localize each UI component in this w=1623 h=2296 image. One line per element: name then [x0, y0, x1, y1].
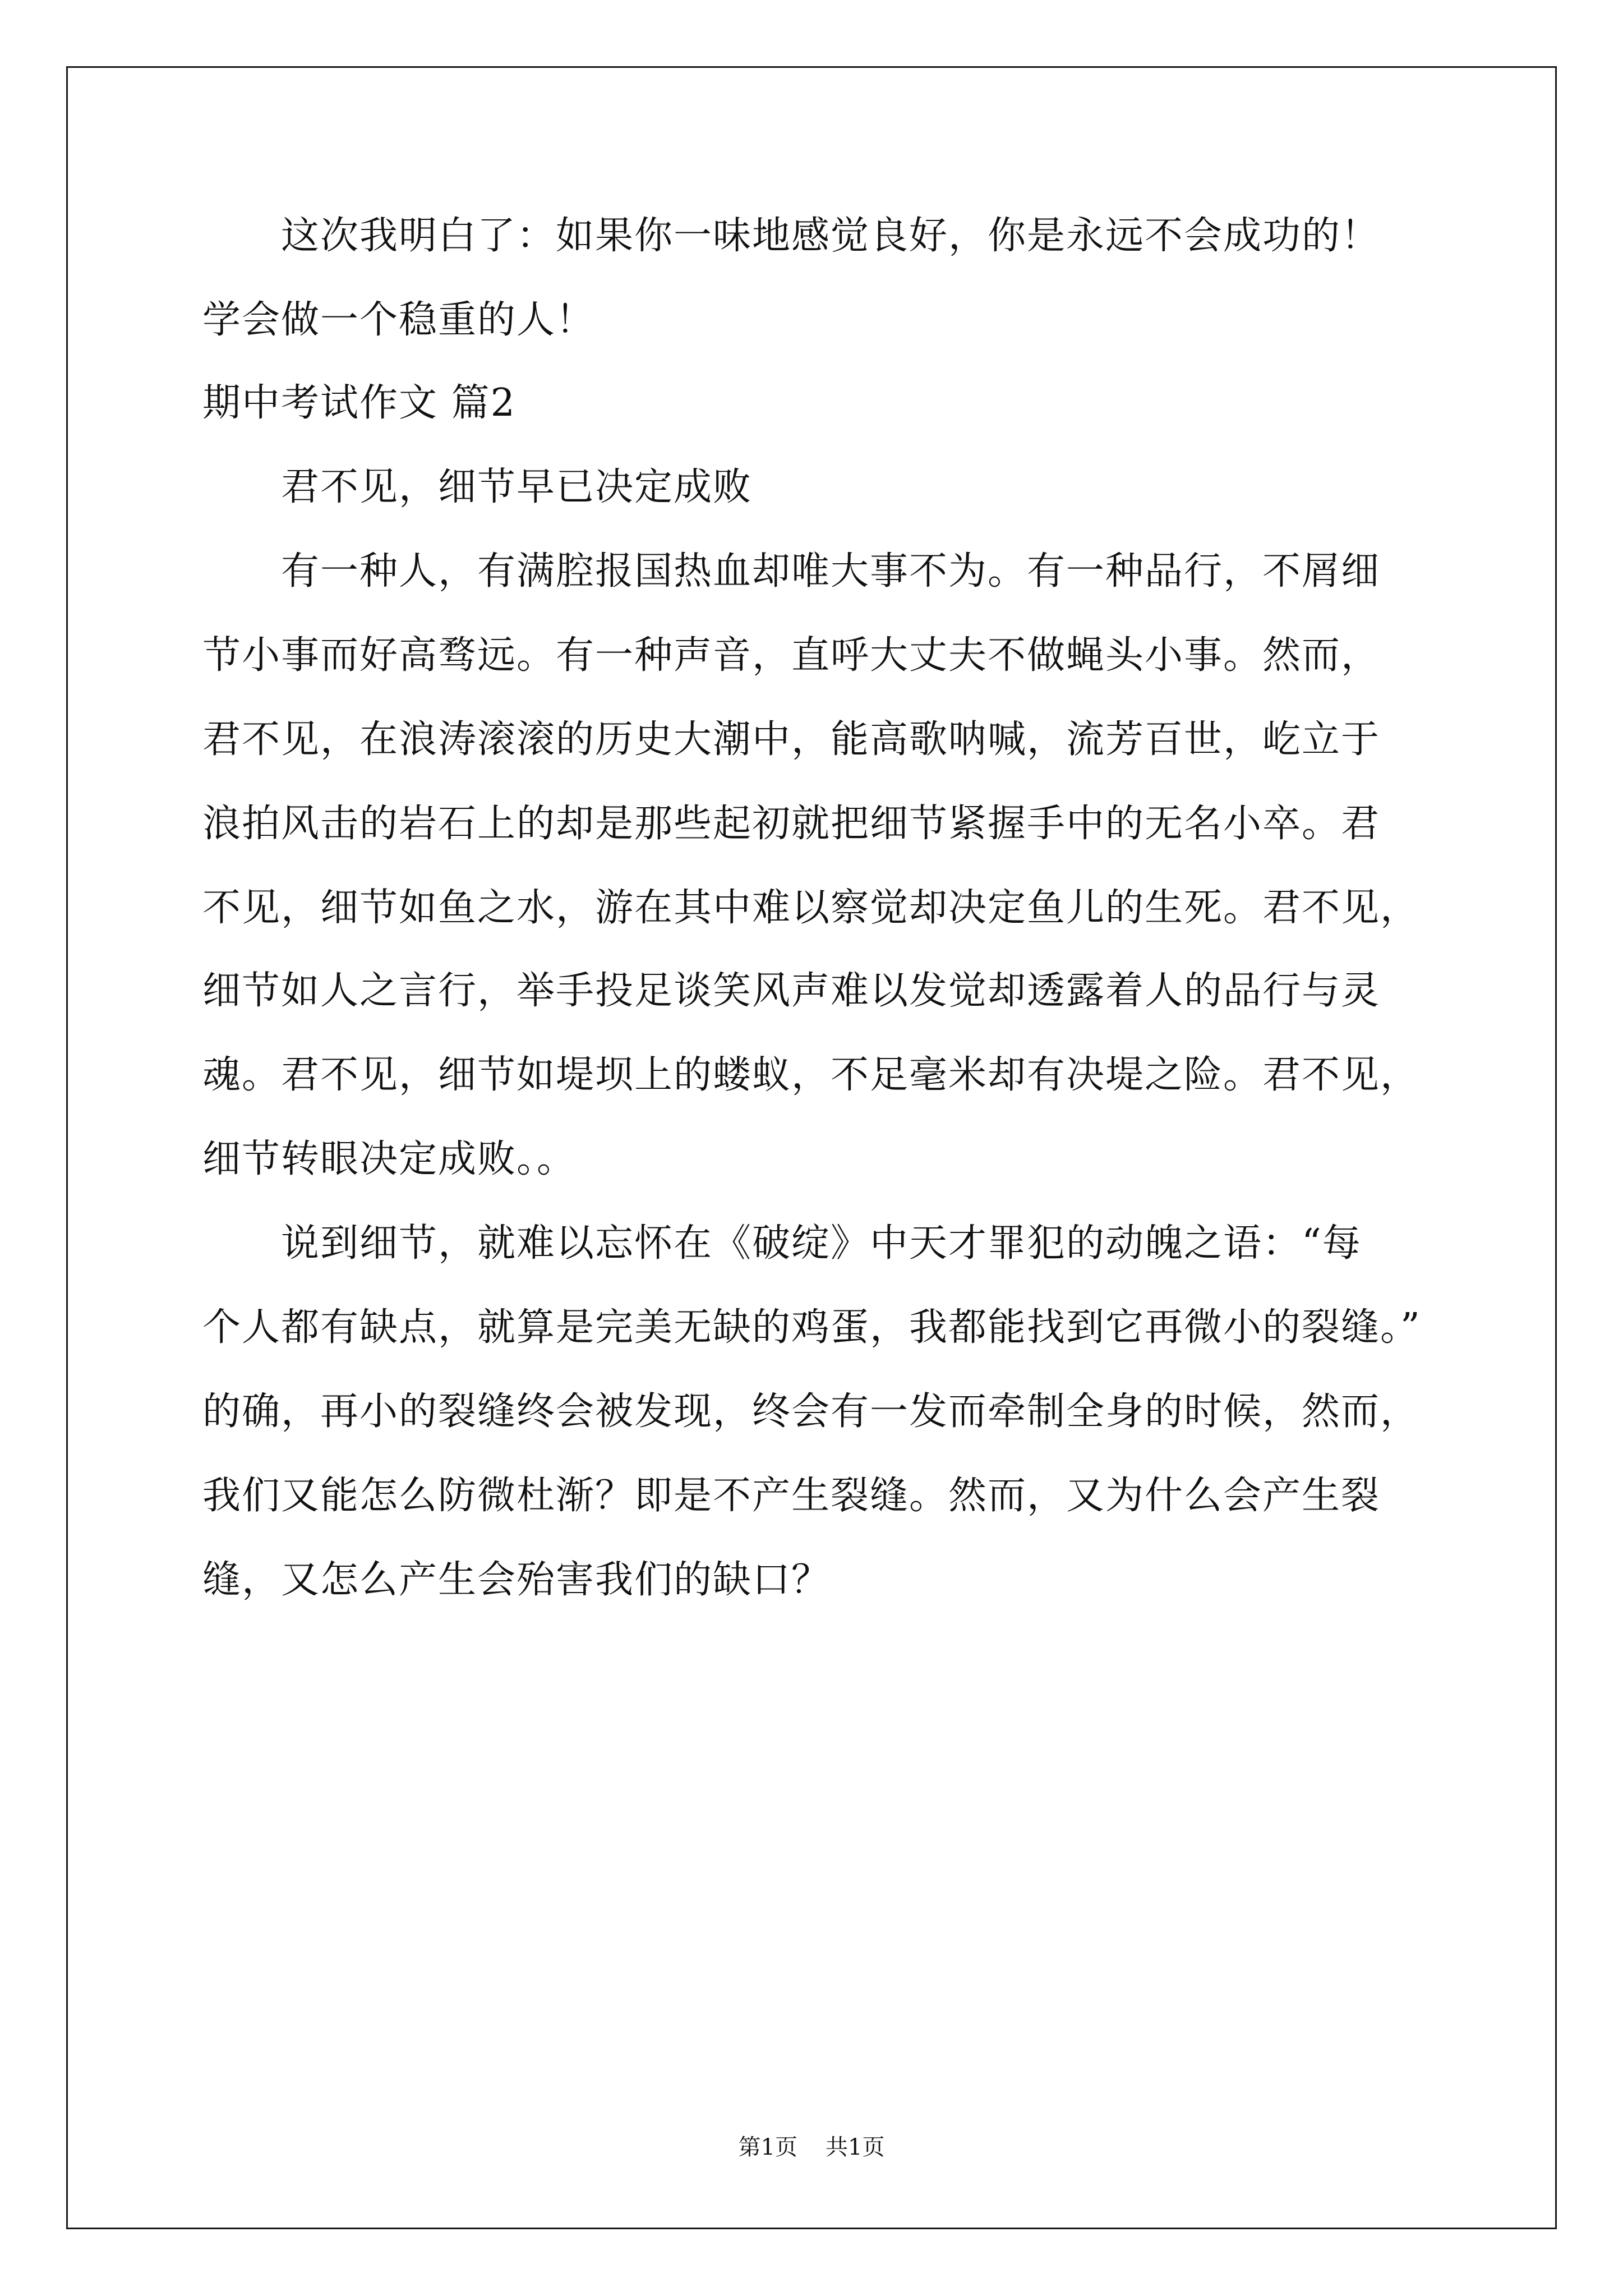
paragraph-line: 有一种人，有满腔报国热血却唯大事不为。有一种品行，不屑细 [202, 549, 1381, 593]
paragraph-line: 细节转眼决定成败。。 [202, 1137, 577, 1181]
paragraph-line: 学会做一个稳重的人！ [202, 298, 596, 342]
paragraph-line: 缝，又怎么产生会殆害我们的缺口？ [202, 1558, 831, 1602]
paragraph-line: 不见，细节如鱼之水，游在其中难以察觉却决定鱼儿的生死。君不见， [202, 886, 1420, 930]
paragraph-line: 个人都有缺点，就算是完美无缺的鸡蛋，我都能找到它再微小的裂缝。” [202, 1305, 1421, 1350]
paragraph-line: 君不见，在浪涛滚滚的历史大潮中，能高歌呐喊，流芳百世，屹立于 [202, 717, 1381, 762]
paragraph-line: 的确，再小的裂缝终会被发现，终会有一发而牵制全身的时候，然而， [202, 1389, 1420, 1434]
paragraph-line: 我们又能怎么防微杜渐？即是不产生裂缝。然而，又为什么会产生裂 [202, 1474, 1381, 1518]
paragraph-line: 细节如人之言行，举手投足谈笑风声难以发觉却透露着人的品行与灵 [202, 969, 1381, 1013]
paragraph-line: 这次我明白了：如果你一味地感觉良好，你是永远不会成功的！ [202, 214, 1381, 258]
paragraph-line: 魂。君不见，细节如堤坝上的蝼蚁，不足毫米却有决堤之险。君不见， [202, 1053, 1420, 1097]
essay-title: 君不见，细节早已决定成败 [202, 465, 753, 509]
page-footer [68, 2133, 1555, 2161]
paragraph-line: 浪拍风击的岩石上的却是那些起初就把细节紧握手中的无名小卒。君 [202, 802, 1381, 846]
page-frame [66, 66, 1557, 2229]
document-body [68, 68, 1555, 2228]
section-heading: 期中考试作文 篇2 [202, 381, 516, 425]
page-total: 共1页 [826, 2134, 885, 2160]
paragraph-line: 节小事而好高骛远。有一种声音，直呼大丈夫不做蝇头小事。然而， [202, 633, 1381, 678]
page-number: 第1页 [738, 2134, 797, 2160]
paragraph-line: 说到细节，就难以忘怀在《破绽》中天才罪犯的动魄之语：“每 [202, 1221, 1362, 1266]
